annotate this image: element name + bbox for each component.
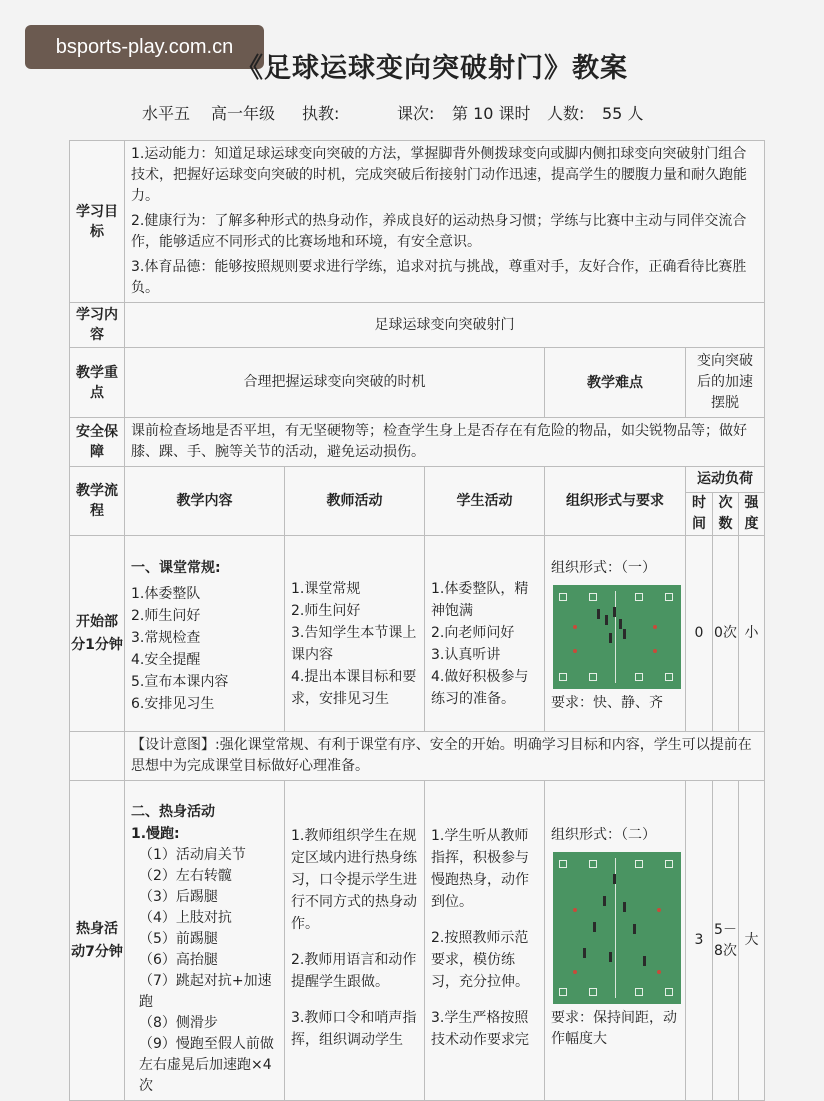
page-title: 《足球运球变向突破射门》教案 [236,53,628,84]
lesson-label: 课次: [397,104,435,123]
warmup-teacher [285,781,425,1101]
warmup-subtitle: 1.慢跑: [131,826,180,842]
goal-p3: 3.体育品德：能够按照规则要求进行学练，追求对抗与挑战，尊重对手，友好合作，正确看待比赛胜负。 [131,259,747,296]
start-content [125,536,285,732]
start-org [545,536,686,732]
key-label: 教学重点 [70,348,125,418]
start-student-item: 1.体委整队，精神饱满 [431,581,529,619]
key-row [70,348,765,418]
content-row [70,303,765,348]
safety-label: 安全保障 [70,418,125,467]
warmup-item: （5）前踢腿 [139,931,218,947]
start-teacher [285,536,425,732]
start-stage: 开始部分1分钟 [70,536,125,732]
start-time: 0 [686,536,713,732]
start-student-item: 2.向老师问好 [431,625,515,641]
start-section-title: 一、课堂常规: [131,560,221,576]
header-row [70,467,765,493]
start-org-label: 组织形式：（一） [551,560,656,576]
start-row [70,536,765,732]
safety-text: 课前检查场地是否平坦，有无坚硬物等；检查学生身上是否存在有危险的物品，如尖锐物品等；做好膝、踝、手、腕等关节的活动，避免运动损伤。 [125,418,765,467]
student-header: 学生活动 [425,467,545,536]
warmup-student-item: 1.学生听从教师指挥，积极参与慢跑热身，动作到位。 [431,828,529,910]
warmup-item: （7）跳起对抗+加速跑 [139,973,272,1010]
start-teacher-item: 4.提出本课目标和要求，安排见习生 [291,669,417,707]
warmup-teacher-item: 1.教师组织学生在规定区域内进行热身练习，口令提示学生进行不同方式的热身动作。 [291,828,417,932]
start-requirement: 要求：快、静、齐 [551,695,663,711]
lesson-number: 第 10 课时 [452,104,531,123]
start-design-intent: 【设计意图】:强化课堂常规、有利于课堂有序、安全的开始。明确学习目标和内容，学生可以提前在思想中为完成课堂目标做好心理准备。 [125,732,765,781]
start-intent-row [70,732,765,781]
warmup-item: （8）侧滑步 [139,1015,218,1031]
times-header: 次数 [713,493,739,536]
goal-p1: 1.运动能力：知道足球运球变向突破的方法，掌握脚背外侧拨球变向或脚内侧扣球变向突破射门组合技术，把握好运球变向突破的时机，完成突破后衔接射门动作迅速，提高学生的腰腹力量和耐久跑能力。 [131,146,747,204]
content-label: 学习内容 [70,303,125,348]
teacher-header: 教师活动 [285,467,425,536]
start-times: 0次 [713,536,739,732]
difficulty-text: 变向突破后的加速摆脱 [686,348,765,418]
load-header: 运动负荷 [686,467,765,493]
start-teacher-item: 1.课堂常规 [291,581,361,597]
start-student-item: 3.认真听讲 [431,647,501,663]
warmup-requirement: 要求：保持间距，动作幅度大 [551,1010,677,1047]
start-student-item: 4.做好积极参与练习的准备。 [431,669,529,707]
warmup-time: 3 [686,781,713,1101]
level: 水平五 [142,104,191,123]
goal-row [70,141,765,303]
warmup-teacher-item: 2.教师用语言和动作提醒学生跟做。 [291,952,417,990]
warmup-item: （9）慢跑至假人前做左右虚晃后加速跑×4 次 [139,1036,274,1094]
content-header: 教学内容 [125,467,285,536]
intensity-header: 强度 [739,493,765,536]
warmup-stage: 热身活动7分钟 [70,781,125,1101]
warmup-org [545,781,686,1101]
formation-diagram-2 [553,852,681,1004]
start-item: 2.师生问好 [131,608,201,624]
count-label: 人数: [547,104,585,123]
warmup-item: （4）上肢对抗 [139,910,232,926]
time-header: 时间 [686,493,713,536]
difficulty-label: 教学难点 [545,348,686,418]
start-item: 4.安全提醒 [131,652,201,668]
warmup-item: （6）高抬腿 [139,952,218,968]
safety-row [70,418,765,467]
org-header: 组织形式与要求 [545,467,686,536]
start-teacher-item: 3.告知学生本节课上课内容 [291,625,417,663]
watermark: bsports-play.com.cn [25,25,264,69]
start-teacher-item: 2.师生问好 [291,603,361,619]
goal-text [125,141,765,303]
warmup-item: （3）后踢腿 [139,889,218,905]
start-student [425,536,545,732]
warmup-item: （1）活动肩关节 [139,847,246,863]
start-item: 3.常规检查 [131,630,201,646]
flow-header: 教学流程 [70,467,125,536]
start-intensity: 小 [739,536,765,732]
student-count: 55 人 [602,104,644,123]
warmup-student [425,781,545,1101]
warmup-content [125,781,285,1101]
lesson-plan-table [69,140,765,1101]
warmup-intensity: 大 [739,781,765,1101]
warmup-org-label: 组织形式：（二） [551,827,656,843]
warmup-student-item: 2.按照教师示范要求，模仿练习，充分拉伸。 [431,930,529,990]
formation-diagram-1 [553,585,681,689]
goal-p2: 2.健康行为：了解多种形式的热身动作，养成良好的运动热身习惯；学练与比赛中主动与同伴交流合作，能够适应不同形式的比赛场地和环境，有安全意识。 [131,213,747,250]
warmup-student-item: 3.学生严格按照技术动作要求完 [431,1010,529,1048]
warmup-times: 5－8次 [713,781,739,1101]
warmup-section-title: 二、热身活动 [131,804,215,820]
start-item: 6.安排见习生 [131,696,215,712]
grade: 高一年级 [211,104,276,123]
warmup-teacher-item: 3.教师口令和哨声指挥，组织调动学生 [291,1010,417,1048]
teacher-label: 执教: [302,104,340,123]
start-item: 5.宣布本课内容 [131,674,229,690]
content-text: 足球运球变向突破射门 [125,303,765,348]
goal-label: 学习目标 [70,141,125,303]
start-item: 1.体委整队 [131,586,201,602]
warmup-item: （2）左右转髋 [139,868,232,884]
key-text: 合理把握运球变向突破的时机 [125,348,545,418]
warmup-row [70,781,765,1101]
